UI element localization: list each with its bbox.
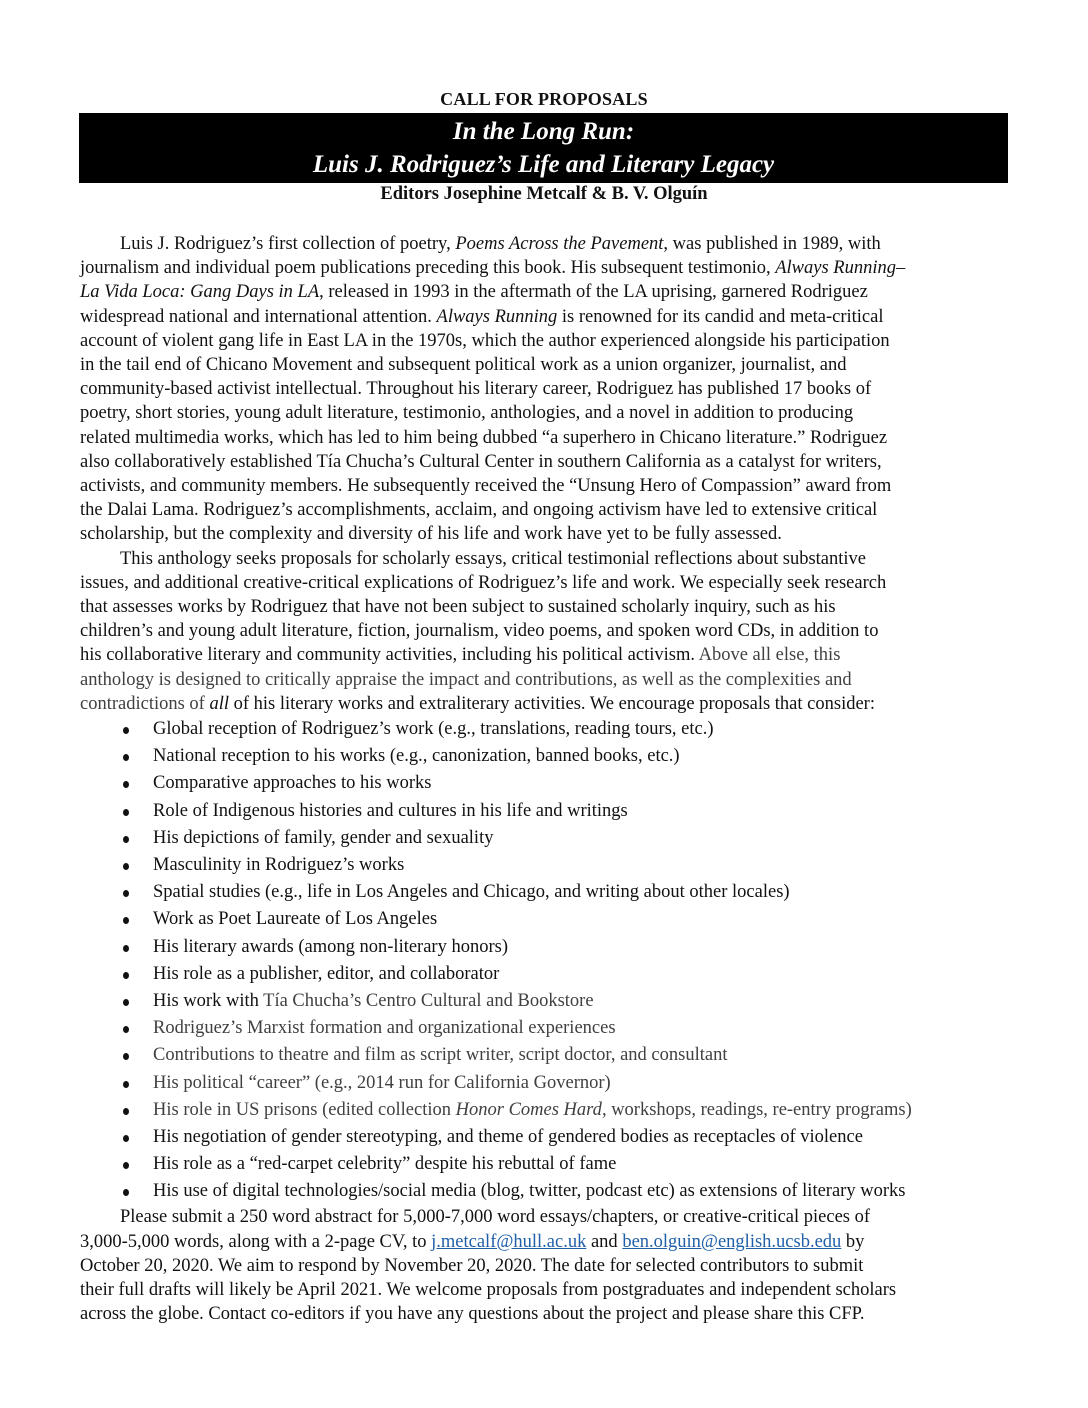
topic-item	[80, 716, 1008, 743]
topic-text: His political “career” (e.g., 2014 run for California Governor)	[153, 1072, 611, 1093]
bullet-icon	[123, 1135, 129, 1142]
scope-line: children’s and young adult literature, fiction, journalism, video poems, and spoken word CDs, in addition to	[80, 621, 879, 642]
editors-line: Editors Josephine Metcalf & B. V. Olguín	[380, 184, 708, 204]
text: Above all else, this	[698, 645, 841, 666]
intro-line: poetry, short stories, young adult literature, testimonio, anthologies, and a novel in addition to producing	[80, 403, 854, 424]
text: , released in 1993 in the aftermath of the LA uprising, garnered Rodriguez	[319, 282, 868, 303]
bullet-icon	[123, 1081, 129, 1088]
topic-item	[80, 1151, 1008, 1178]
topic-text: Contributions to theatre and film as script writer, script doctor, and consultant	[153, 1045, 728, 1066]
topic-item	[80, 934, 1008, 961]
topic-item	[80, 852, 1008, 879]
text: widespread national and international attention.	[80, 306, 437, 327]
bullet-icon	[123, 945, 129, 952]
intro-line	[80, 256, 1008, 280]
intro-paragraph	[80, 232, 1008, 547]
title-banner	[79, 113, 1008, 183]
scope-paragraph	[80, 547, 1008, 716]
bullet-icon	[123, 754, 129, 761]
call-for-proposals-label: CALL FOR PROPOSALS	[440, 89, 648, 109]
text: contradictions of	[80, 693, 210, 714]
bullet-icon	[123, 890, 129, 897]
emphasis: all	[209, 693, 229, 714]
email-link-metcalf[interactable]: j.metcalf@hull.ac.uk	[431, 1231, 587, 1252]
bullet-icon	[123, 1108, 129, 1115]
intro-line: in the tail end of Chicano Movement and subsequent political work as a union organizer, journalist, and	[80, 355, 847, 376]
bullet-icon	[123, 1053, 129, 1060]
intro-line: the Dalai Lama. Rodriguez’s accomplishments, acclaim, and ongoing activism have led to extensive critical	[80, 500, 878, 521]
intro-line: community-based activist intellectual. Throughout his literary career, Rodriguez has published 17 books of	[80, 379, 872, 400]
book-title: Poems Across the Pavement	[455, 234, 664, 254]
bullet-icon	[123, 836, 129, 843]
bullet-icon	[123, 972, 129, 979]
document-body	[80, 232, 1008, 1326]
submission-line: their full drafts will likely be April 2021. We welcome proposals from postgraduates and independent scholars	[80, 1280, 897, 1301]
topic-item	[80, 1097, 1008, 1124]
topic-text: His role as a “red-carpet celebrity” despite his rebuttal of fame	[153, 1154, 617, 1175]
intro-line: also collaboratively established Tía Chucha’s Cultural Center in southern California as a catalyst for writers,	[80, 451, 882, 472]
bullet-icon	[123, 781, 129, 788]
topic-item	[80, 1178, 1008, 1205]
intro-line: related multimedia works, which has led to him being dubbed “a superhero in Chicano literature.” Rodriguez	[80, 427, 888, 448]
topic-text: His role in US prisons (edited collection	[153, 1099, 456, 1120]
bullet-icon	[123, 809, 129, 816]
topic-item	[80, 988, 1008, 1015]
text: Luis J. Rodriguez’s first collection of poetry,	[120, 234, 456, 254]
topic-item	[80, 906, 1008, 933]
intro-line	[80, 305, 1008, 329]
topic-text: Spatial studies (e.g., life in Los Angeles and Chicago, and writing about other locales)	[153, 882, 790, 903]
book-title: Honor Comes Hard	[455, 1099, 602, 1120]
text: , was published in 1989, with	[663, 234, 881, 254]
scope-line: This anthology seeks proposals for scholarly essays, critical testimonial reflections about substantive	[120, 548, 866, 569]
topic-text: Work as Poet Laureate of Los Angeles	[153, 909, 438, 930]
intro-line	[80, 280, 1008, 304]
topic-text: His role as a publisher, editor, and collaborator	[153, 963, 500, 984]
topic-text: His work with	[153, 990, 264, 1011]
scope-line	[80, 692, 1008, 716]
topic-text: His negotiation of gender stereotyping, and theme of gendered bodies as receptacles of violence	[153, 1126, 863, 1147]
text: by	[841, 1231, 865, 1252]
submission-line	[80, 1230, 1008, 1254]
book-title: La Vida Loca: Gang Days in LA	[80, 282, 320, 303]
text: is renowned for its candid and meta-critical	[557, 306, 884, 327]
topic-item	[80, 1124, 1008, 1151]
intro-line: activists, and community members. He subsequently received the “Unsung Hero of Compassion” award from	[80, 476, 892, 497]
submission-line: across the globe. Contact co-editors if you have any questions about the project and please share this CFP.	[80, 1304, 865, 1325]
submission-line: October 20, 2020. We aim to respond by November 20, 2020. The date for selected contributors to submit	[80, 1255, 864, 1276]
intro-line: scholarship, but the complexity and diversity of his life and work have yet to be fully assessed.	[80, 524, 782, 545]
topic-item	[80, 798, 1008, 825]
submission-paragraph	[80, 1205, 1008, 1326]
topic-text: Tía Chucha’s Centro Cultural and Bookstore	[263, 990, 594, 1011]
scope-line: anthology is designed to critically appraise the impact and contributions, as well as the complexities and	[80, 669, 852, 690]
submission-line: Please submit a 250 word abstract for 5,000-7,000 word essays/chapters, or creative-critical pieces of	[120, 1207, 871, 1228]
topic-item	[80, 1070, 1008, 1097]
bullet-icon	[123, 727, 129, 734]
title-line-1: In the Long Run:	[452, 118, 635, 145]
topic-text: Comparative approaches to his works	[153, 773, 432, 794]
text: journalism and individual poem publications preceding this book. His subsequent testimonio,	[80, 258, 776, 279]
topic-text: National reception to his works (e.g., canonization, banned books, etc.)	[153, 746, 680, 767]
topic-text: Rodriguez’s Marxist formation and organizational experiences	[153, 1018, 616, 1039]
title-line-2: Luis J. Rodriguez’s Life and Literary Legacy	[312, 151, 775, 178]
topic-text: Global reception of Rodriguez’s work (e.g., translations, reading tours, etc.)	[153, 719, 714, 740]
scope-line	[80, 643, 1008, 667]
bullet-icon	[123, 917, 129, 924]
bullet-icon	[123, 1189, 129, 1196]
topic-text: Masculinity in Rodriguez’s works	[153, 855, 405, 875]
intro-line: account of violent gang life in East LA in the 1970s, which the author experienced alongside his participation	[80, 330, 890, 351]
text: and	[586, 1231, 623, 1252]
intro-line	[80, 232, 1008, 256]
bullet-icon	[123, 863, 129, 870]
email-link-olguin[interactable]: ben.olguin@english.ucsb.edu	[622, 1231, 842, 1252]
topic-text: Role of Indigenous histories and cultures in his life and writings	[153, 800, 628, 821]
text: 3,000-5,000 words, along with a 2-page CV, to	[80, 1231, 432, 1252]
topic-text: , workshops, readings, re-entry programs)	[601, 1099, 912, 1120]
topic-item	[80, 879, 1008, 906]
topic-item	[80, 770, 1008, 797]
topic-text: His use of digital technologies/social media (blog, twitter, podcast etc) as extensions of literary works	[153, 1181, 906, 1202]
text: of his literary works and extraliterary activities. We encourage proposals that consider:	[229, 693, 875, 714]
scope-line: that assesses works by Rodriguez that have not been subject to sustained scholarly inquiry, such as his	[80, 597, 836, 618]
topic-text: His literary awards (among non-literary honors)	[153, 936, 508, 957]
text: his collaborative literary and community activities, including his political activism.	[80, 645, 699, 666]
book-title: Always Running	[436, 306, 558, 327]
topic-item	[80, 1042, 1008, 1069]
topics-list	[80, 716, 1008, 1205]
bullet-icon	[123, 1026, 129, 1033]
topic-text: His depictions of family, gender and sexuality	[153, 827, 494, 848]
topic-item	[80, 1015, 1008, 1042]
bullet-icon	[123, 999, 129, 1006]
topic-item	[80, 743, 1008, 770]
book-title: Always Running–	[775, 258, 906, 279]
scope-line: issues, and additional creative-critical explications of Rodriguez’s life and work. We especially seek research	[80, 572, 887, 593]
bullet-icon	[123, 1162, 129, 1169]
topic-item	[80, 961, 1008, 988]
topic-item	[80, 825, 1008, 852]
